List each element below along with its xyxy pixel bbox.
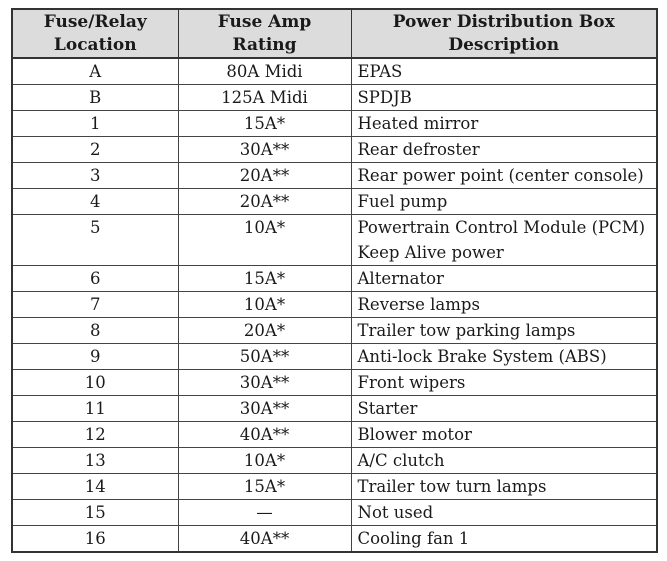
cell-location: 3 bbox=[12, 163, 178, 189]
cell-description bbox=[351, 370, 657, 396]
table-row bbox=[12, 526, 657, 553]
table-row bbox=[12, 215, 657, 266]
cell-location: B bbox=[12, 85, 178, 111]
cell-location: 16 bbox=[12, 526, 178, 553]
cell-rating: 30A** bbox=[178, 370, 351, 396]
cell-rating: 30A** bbox=[178, 137, 351, 163]
cell-location: 9 bbox=[12, 344, 178, 370]
description-line: Starter bbox=[357, 399, 418, 418]
cell-description bbox=[351, 137, 657, 163]
cell-location: 12 bbox=[12, 422, 178, 448]
table-row bbox=[12, 422, 657, 448]
cell-rating: 40A** bbox=[178, 422, 351, 448]
description-line: Rear defroster bbox=[357, 140, 480, 159]
cell-location: 6 bbox=[12, 266, 178, 292]
cell-description bbox=[351, 266, 657, 292]
fuse-table bbox=[11, 8, 658, 553]
table-row bbox=[12, 448, 657, 474]
cell-location: 7 bbox=[12, 292, 178, 318]
cell-rating: — bbox=[178, 500, 351, 526]
table-row bbox=[12, 318, 657, 344]
cell-rating: 20A* bbox=[178, 318, 351, 344]
cell-location: 15 bbox=[12, 500, 178, 526]
description-line: Cooling fan 1 bbox=[357, 529, 470, 548]
table-row bbox=[12, 370, 657, 396]
cell-description bbox=[351, 500, 657, 526]
description-line: SPDJB bbox=[357, 88, 412, 107]
table-row bbox=[12, 189, 657, 215]
description-line: A/C clutch bbox=[357, 451, 445, 470]
header-location-line1: Fuse/Relay bbox=[43, 11, 147, 32]
table-row bbox=[12, 266, 657, 292]
description-line: Fuel pump bbox=[357, 192, 448, 211]
description-line: Rear power point (center console) bbox=[357, 166, 644, 185]
cell-location: 1 bbox=[12, 111, 178, 137]
cell-location: 14 bbox=[12, 474, 178, 500]
cell-description bbox=[351, 448, 657, 474]
cell-location: A bbox=[12, 58, 178, 85]
cell-description bbox=[351, 318, 657, 344]
header-description-line1: Power Distribution Box bbox=[392, 11, 615, 32]
header-rating-line1: Fuse Amp bbox=[217, 11, 312, 32]
cell-rating: 50A** bbox=[178, 344, 351, 370]
cell-description bbox=[351, 58, 657, 85]
description-line: Keep Alive power bbox=[357, 243, 504, 262]
cell-rating: 10A* bbox=[178, 292, 351, 318]
table-row bbox=[12, 163, 657, 189]
cell-rating: 10A* bbox=[178, 215, 351, 266]
table-header bbox=[12, 9, 657, 58]
cell-description bbox=[351, 422, 657, 448]
table-row bbox=[12, 396, 657, 422]
cell-description bbox=[351, 344, 657, 370]
cell-location: 8 bbox=[12, 318, 178, 344]
cell-description bbox=[351, 215, 657, 266]
cell-location: 10 bbox=[12, 370, 178, 396]
cell-description bbox=[351, 85, 657, 111]
cell-rating: 10A* bbox=[178, 448, 351, 474]
cell-description bbox=[351, 396, 657, 422]
description-line: Trailer tow parking lamps bbox=[357, 321, 576, 340]
cell-rating: 15A* bbox=[178, 111, 351, 137]
cell-rating: 15A* bbox=[178, 474, 351, 500]
cell-rating: 20A** bbox=[178, 189, 351, 215]
cell-location: 4 bbox=[12, 189, 178, 215]
table-row bbox=[12, 111, 657, 137]
table-row bbox=[12, 85, 657, 111]
cell-location: 2 bbox=[12, 137, 178, 163]
cell-rating: 125A Midi bbox=[178, 85, 351, 111]
header-location-line2: Location bbox=[53, 34, 137, 55]
header-description-line2: Description bbox=[448, 34, 560, 55]
header-description bbox=[351, 9, 657, 58]
table-row bbox=[12, 474, 657, 500]
cell-description bbox=[351, 292, 657, 318]
description-line: Front wipers bbox=[357, 373, 466, 392]
header-rating-line2: Rating bbox=[232, 34, 297, 55]
table-body bbox=[12, 58, 657, 552]
header-location bbox=[12, 9, 178, 58]
cell-rating: 30A** bbox=[178, 396, 351, 422]
cell-rating: 15A* bbox=[178, 266, 351, 292]
table-row bbox=[12, 137, 657, 163]
header-rating bbox=[178, 9, 351, 58]
cell-location: 11 bbox=[12, 396, 178, 422]
cell-description bbox=[351, 111, 657, 137]
cell-location: 13 bbox=[12, 448, 178, 474]
description-line: EPAS bbox=[357, 62, 403, 81]
description-line: Not used bbox=[357, 503, 434, 522]
cell-description bbox=[351, 163, 657, 189]
description-line: Anti-lock Brake System (ABS) bbox=[357, 347, 607, 366]
description-line: Heated mirror bbox=[357, 114, 479, 133]
table-row bbox=[12, 58, 657, 85]
cell-rating: 20A** bbox=[178, 163, 351, 189]
cell-description bbox=[351, 474, 657, 500]
cell-description bbox=[351, 189, 657, 215]
description-line: Powertrain Control Module (PCM) bbox=[357, 218, 646, 237]
cell-rating: 40A** bbox=[178, 526, 351, 553]
description-line: Reverse lamps bbox=[357, 295, 480, 314]
table-row bbox=[12, 292, 657, 318]
description-line: Alternator bbox=[357, 269, 444, 288]
cell-location: 5 bbox=[12, 215, 178, 266]
description-line: Blower motor bbox=[357, 425, 472, 444]
description-line: Trailer tow turn lamps bbox=[357, 477, 547, 496]
cell-rating: 80A Midi bbox=[178, 58, 351, 85]
table-row bbox=[12, 344, 657, 370]
cell-description bbox=[351, 526, 657, 553]
header-row bbox=[12, 9, 657, 58]
table-row bbox=[12, 500, 657, 526]
